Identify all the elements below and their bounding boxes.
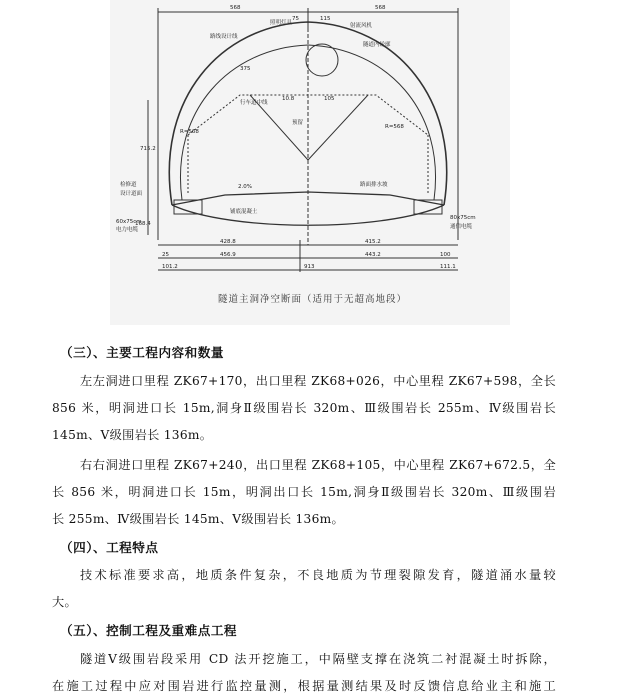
paragraph-control-line2: 在施工过程中应对围岩进行监控量测，根据量测结果及时反馈信息给业主和施工 [52,679,556,693]
label-route-design-line: 路线设计线 [210,34,238,40]
label-comm-cable: 通信电缆 [450,224,473,230]
paragraph-features-line2: 大。 [52,595,77,609]
dim-456-9: 456.9 [220,252,236,258]
dim-75: 75 [292,16,299,22]
paragraph-left-tunnel-line2: 856 米，明洞进口长 15m,洞身Ⅱ级围岩长 320m、Ⅲ级围岩长 255m、Ⅳ级围岩长 [52,401,556,415]
label-lighting: 照明灯具 [270,20,293,26]
label-jet-fan: 射流风机 [350,23,373,29]
label-trench-right: 80x75cm [450,215,476,221]
label-invert-concrete: 铺底混凝土 [230,209,258,215]
section-heading-3: （三）、主要工程内容和数量 [60,345,224,360]
dim-10-8: 10.8 [282,96,295,102]
dim-715: 715.2 [140,146,156,152]
dim-top-left: 568 [230,5,241,11]
paragraph-control-line1: 隧道Ⅴ级围岩段采用 CD 法开挖施工，中隔壁支撑在浇筑二衬混凝土时拆除， [80,652,556,666]
dim-913: 913 [304,264,315,270]
dim-101: 101.2 [162,264,178,270]
tunnel-drawing [110,0,510,325]
figure-caption: 隧道主洞净空断面（适用于无超高地段） [217,294,407,305]
label-tunnel-profile: 隧道内轮廓 [363,42,391,48]
label-drainage-slope: 路面排水坡 [360,182,388,188]
dim-428-8: 428.8 [220,239,236,245]
label-lane-center: 行车道中线 [240,100,268,106]
dim-115: 115 [320,16,331,22]
paragraph-right-tunnel-line1: 右右洞进口里程 ZK67+240，出口里程 ZK68+105，中心里程 ZK67+672.5，全 [80,458,556,472]
dim-168: 168.4 [135,221,151,227]
dim-top-right: 568 [375,5,386,11]
label-trench-left: 60x75cm [116,219,142,225]
label-slope: 2.0% [238,184,252,190]
label-design-surface: 设计道面 [120,191,143,197]
dim-r-left: R=568 [180,129,199,135]
label-maintenance-way: 检修道 [120,182,137,188]
label-reserved: 预留 [292,120,304,126]
paragraph-left-tunnel-line3: 145m、Ⅴ级围岩长 136m。 [52,428,213,442]
paragraph-right-tunnel-line2: 长 856 米，明洞进口长 15m，明洞出口长 15m,洞身Ⅱ级围岩长 320m、Ⅲ级围岩 [52,485,556,499]
dim-443-2: 443.2 [365,252,381,258]
paragraph-right-tunnel-line3: 长 255m、Ⅳ级围岩长 145m、Ⅴ级围岩长 136m。 [52,512,345,526]
tunnel-cross-section-figure [110,0,510,325]
paragraph-left-tunnel-line1: 左左洞进口里程 ZK67+170，出口里程 ZK68+026，中心里程 ZK67+598，全长 [80,374,556,388]
dim-25: 25 [162,252,169,258]
paragraph-features-line1: 技术标准要求高，地质条件复杂，不良地质为节理裂隙发育，隧道涌水量较 [80,568,556,582]
dim-100: 100 [440,252,451,258]
dim-375: 375 [240,66,251,72]
dim-111: 111.1 [440,264,456,270]
section-heading-5: （五）、控制工程及重难点工程 [60,623,238,638]
dim-105: 105 [324,96,335,102]
section-heading-4: （四）、工程特点 [60,540,159,555]
dim-r-right: R=568 [385,124,404,130]
label-power-cable: 电力电缆 [116,227,139,233]
dim-415-2: 415.2 [365,239,381,245]
